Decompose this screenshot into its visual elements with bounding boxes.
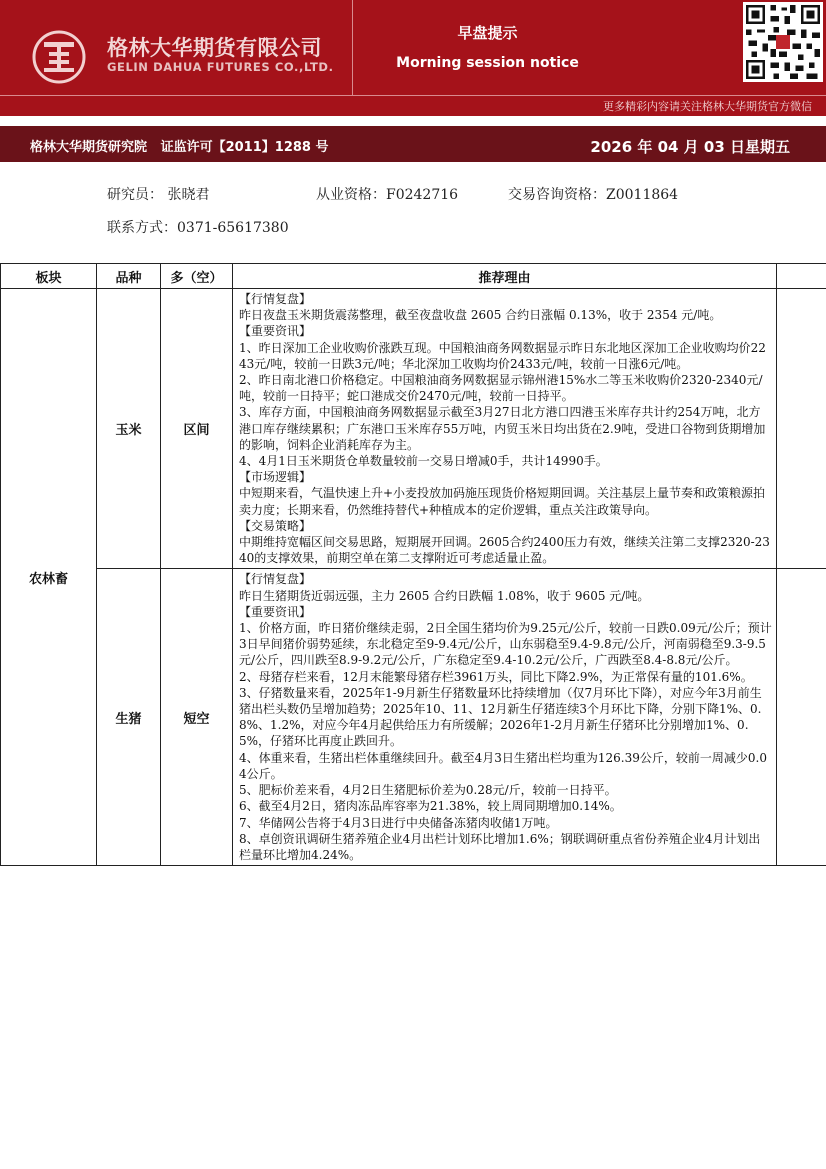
researcher-name: 张晓君 <box>167 187 210 203</box>
institute-bar <box>0 126 826 162</box>
header-variety: 品种 <box>97 264 161 289</box>
corn-para: 3、库存方面，中国粮油商务网数据显示截至3月27日北方港口四港玉米库存共计约254万吨，北方港口库存继续累积；广东港口玉米库存55万吨，内贸玉米日均出货在2.9吨，受进口谷物到货期增加的影响，饲料企业消耗库存为主。 <box>239 405 766 452</box>
corn-para: 昨日夜盘玉米期货震荡整理，截至夜盘收盘 2605 合约日涨幅 0.13%，收于 2354 元/吨。 <box>239 308 722 323</box>
contact-label: 联系方式： <box>107 220 177 236</box>
report-title-en: Morning session notice <box>396 55 579 71</box>
header-direction: 多（空） <box>161 264 233 289</box>
header-banner <box>0 0 826 116</box>
corn-para: 中期维持宽幅区间交易思路，短期展开回调。2605合约2400压力有效，继续关注第二支撑2320-2340的支撑效果，前期空单在第二支撑附近可考虑适量止盈。 <box>239 535 770 566</box>
hog-para: 7、华储网公告将于4月3日进行中央储备冻猪肉收储1万吨。 <box>239 815 558 830</box>
extra-cell <box>777 569 826 866</box>
variety-hog: 生猪 <box>97 569 161 866</box>
researcher-info <box>107 184 209 204</box>
hog-para: 4、体重来看，生猪出栏体重继续回升。截至4月3日生猪出栏均重为126.39公斤，较前一周减少0.04公斤。 <box>239 750 767 781</box>
recommendation-table <box>0 263 826 866</box>
contact-phone: 0371-65617380 <box>177 220 289 236</box>
direction-corn: 区间 <box>161 289 233 569</box>
direction-hog: 短空 <box>161 569 233 866</box>
variety-corn: 玉米 <box>97 289 161 569</box>
table-header-row <box>1 264 826 289</box>
reason-corn <box>233 289 777 569</box>
license-number: 证监许可【2011】1288 号 <box>160 140 329 155</box>
reason-hog <box>233 569 777 866</box>
qualification-number: F0242716 <box>386 187 459 203</box>
corn-para: 【重要资讯】 <box>239 324 312 339</box>
follow-wechat-note: 更多精彩内容请关注格林大华期货官方微信 <box>603 100 812 113</box>
corn-para: 1、昨日深加工企业收购价涨跌互现。中国粮油商务网数据显示昨日东北地区深加工企业收购均价2243元/吨，较前一日跌3元/吨；华北深加工收购均价2433元/吨，较前一日涨6元/吨。 <box>239 340 766 371</box>
consult-label: 交易咨询资格： <box>508 187 606 203</box>
corn-para: 【交易策略】 <box>239 518 312 533</box>
hog-para: 8、卓创资讯调研生猪养殖企业4月出栏计划环比增加1.6%；钢联调研重点省份养殖企业4月计划出栏量环比增加4.24%。 <box>239 831 761 862</box>
researcher-label: 研究员： <box>107 187 163 203</box>
qr-code-icon[interactable] <box>743 2 823 82</box>
hog-para: 1、价格方面，昨日猪价继续走弱，2日全国生猪均价为9.25元/公斤，较前一日跌0.09元/公斤；预计3日早间猪价弱势延续，东北稳定至9-9.4元/公斤，山东弱稳至9.4-9.8元/公斤，河南弱稳至9.3-9.5元/公斤，四川跌至8.9-9.2元/公斤，广东稳定至9.4-10.2元/公斤，广西跌至8.4-8.8元/公斤。 <box>239 621 772 668</box>
header-sector: 板块 <box>1 264 97 289</box>
hog-para: 5、肥标价差来看，4月2日生猪肥标价差为0.28元/斤，较前一日持平。 <box>239 783 617 798</box>
corn-para: 中短期来看，气温快速上升+小麦投放加码施压现货价格短期回调。关注基层上量节奏和政策粮源拍卖力度；长期来看，仍然维持替代+种植成本的定价逻辑，重点关注政策导向。 <box>239 486 766 517</box>
corn-para: 4、4月1日玉米期货仓单数量较前一交易日增减0手，共计14990手。 <box>239 454 608 469</box>
corn-para: 【市场逻辑】 <box>239 470 312 485</box>
report-date: 2026 年 04 月 03 日星期五 <box>590 138 790 156</box>
header-extra <box>777 264 826 289</box>
hog-para: 【行情复盘】 <box>239 572 312 587</box>
contact-info <box>107 217 289 237</box>
qualification-label: 从业资格： <box>316 187 386 203</box>
hog-para: 【重要资讯】 <box>239 604 312 619</box>
hog-para: 昨日生猪期货近弱远强，主力 2605 合约日跌幅 1.08%，收于 9605 元/吨。 <box>239 588 650 603</box>
corn-para: 2、昨日南北港口价格稳定。中国粮油商务网数据显示锦州港15%水二等玉米收购价2320-2340元/吨，较前一日持平；蛇口港成交价2470元/吨，较前一日持平。 <box>239 373 763 404</box>
company-logo-icon <box>32 30 86 84</box>
report-title-cn: 早盘提示 <box>457 24 518 42</box>
header-reason: 推荐理由 <box>233 264 777 289</box>
hog-para: 2、母猪存栏来看，12月末能繁母猪存栏3961万头，同比下降2.9%，为正常保有量的101.6%。 <box>239 669 753 684</box>
header-rule <box>0 95 826 96</box>
table-row-corn <box>1 289 826 569</box>
consult-info <box>508 184 678 204</box>
table-row-hog <box>1 569 826 866</box>
header-divider <box>352 0 353 95</box>
qualification-info <box>316 184 458 204</box>
hog-para: 3、仔猪数量来看，2025年1-9月新生仔猪数量环比持续增加（仅7月环比下降），对应今年3月前生猪出栏头数仍呈增加趋势；2025年10、11、12月新生仔猪连续3个月环比下降，分别下降1%、0.8%、1.2%，对应今年4月起供给压力有所缓解；2026年1-2月月新生仔猪环比分别增加1%、0.5%，仔猪环比再度止跌回升。 <box>239 685 762 749</box>
consult-number: Z0011864 <box>606 187 679 203</box>
institute-name: 格林大华期货研究院 <box>30 140 148 155</box>
corn-para: 【行情复盘】 <box>239 292 312 306</box>
hog-para: 6、截至4月2日，猪肉冻品库容率为21.38%，较上周同期增加0.14%。 <box>239 799 622 814</box>
company-name-cn: 格林大华期货有限公司 <box>107 36 322 60</box>
company-name-en: GELIN DAHUA FUTURES CO.,LTD. <box>107 60 334 74</box>
institute-license <box>30 136 328 155</box>
sector-cell: 农林畜 <box>1 289 97 866</box>
extra-cell <box>777 289 826 569</box>
